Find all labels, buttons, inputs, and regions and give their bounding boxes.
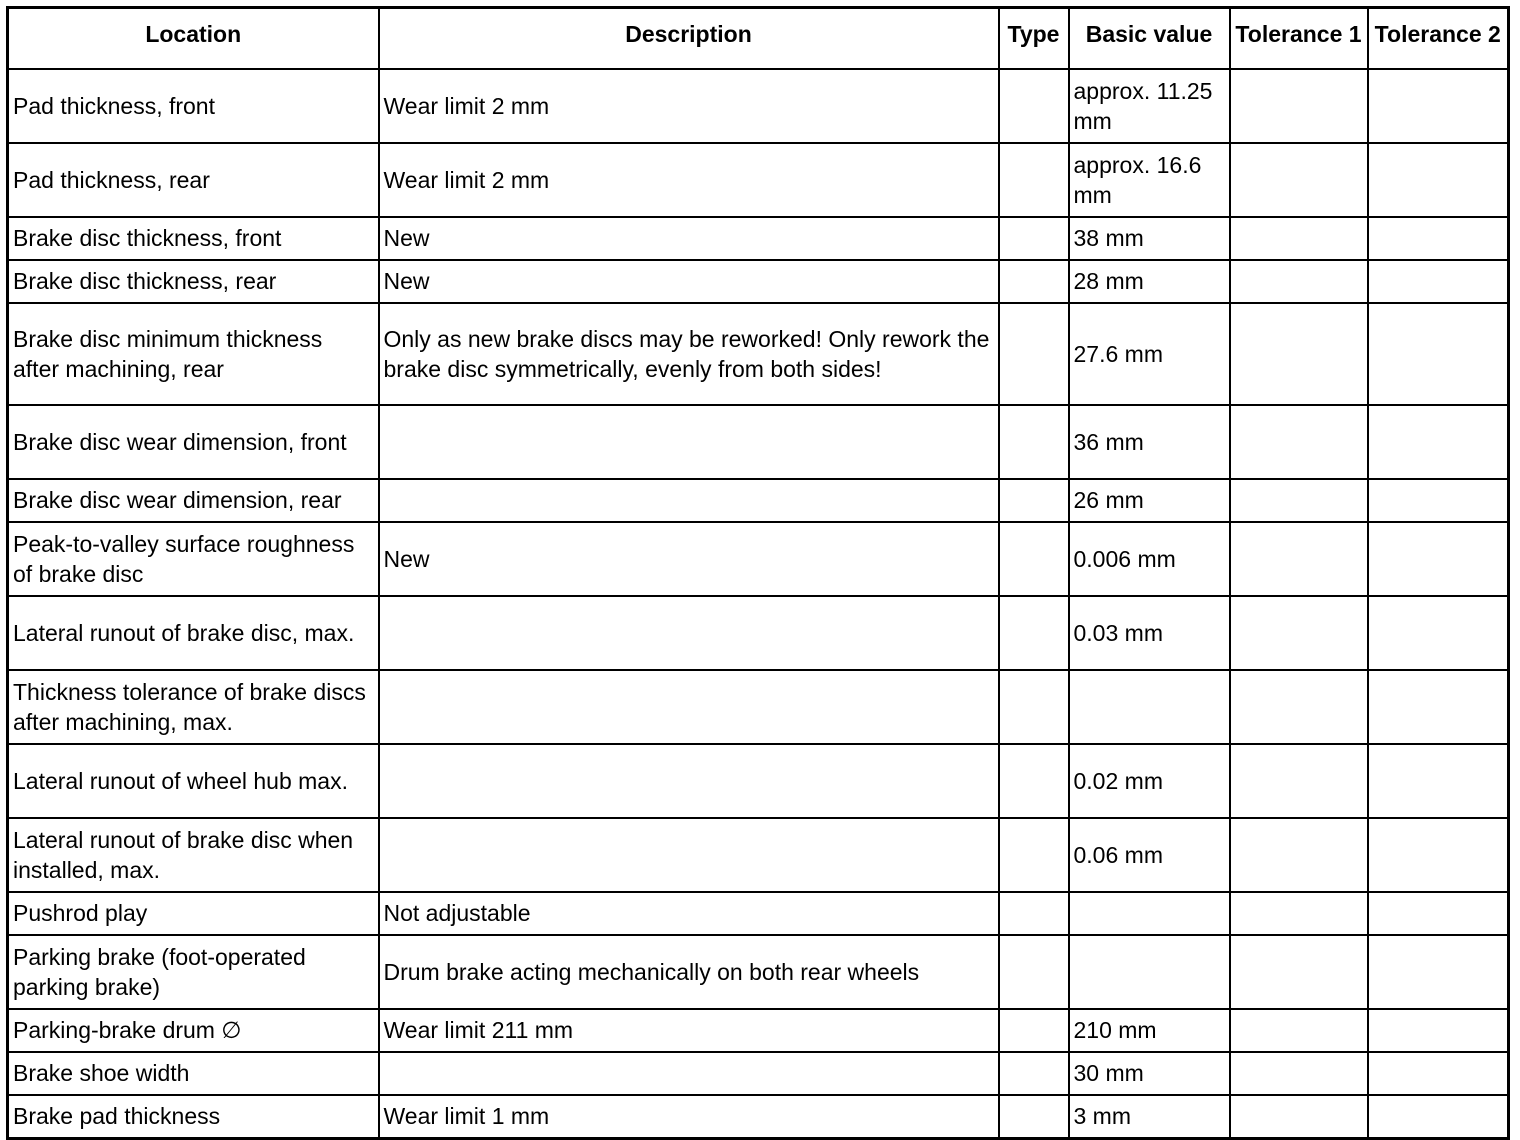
- cell-tolerance-2: [1368, 818, 1509, 892]
- table-row: [8, 522, 1509, 596]
- cell-type: [999, 744, 1069, 818]
- cell-basic-value: approx. 11.25 mm: [1069, 69, 1230, 143]
- cell-tolerance-2: [1368, 260, 1509, 303]
- cell-location: Parking brake (foot-operated parking brake): [8, 935, 379, 1009]
- cell-tolerance-1: [1230, 818, 1368, 892]
- cell-type: [999, 818, 1069, 892]
- cell-location: Lateral runout of brake disc when installed, max.: [8, 818, 379, 892]
- cell-description: Drum brake acting mechanically on both rear wheels: [379, 935, 999, 1009]
- cell-tolerance-1: [1230, 479, 1368, 522]
- cell-tolerance-2: [1368, 935, 1509, 1009]
- cell-tolerance-1: [1230, 1052, 1368, 1095]
- cell-location: Lateral runout of wheel hub max.: [8, 744, 379, 818]
- cell-tolerance-2: [1368, 217, 1509, 260]
- table-row: [8, 69, 1509, 143]
- cell-type: [999, 405, 1069, 479]
- cell-type: [999, 596, 1069, 670]
- cell-basic-value: 26 mm: [1069, 479, 1230, 522]
- cell-tolerance-1: [1230, 596, 1368, 670]
- cell-tolerance-2: [1368, 479, 1509, 522]
- cell-description: [379, 818, 999, 892]
- cell-description: [379, 1052, 999, 1095]
- cell-tolerance-2: [1368, 522, 1509, 596]
- cell-basic-value: 30 mm: [1069, 1052, 1230, 1095]
- cell-tolerance-1: [1230, 1009, 1368, 1052]
- header-row: [8, 8, 1509, 69]
- table-row: [8, 1052, 1509, 1095]
- cell-location: Brake disc minimum thickness after machining, rear: [8, 303, 379, 405]
- cell-description: New: [379, 260, 999, 303]
- cell-tolerance-1: [1230, 935, 1368, 1009]
- cell-basic-value: 38 mm: [1069, 217, 1230, 260]
- cell-tolerance-1: [1230, 143, 1368, 217]
- cell-type: [999, 303, 1069, 405]
- cell-tolerance-1: [1230, 522, 1368, 596]
- cell-description: [379, 479, 999, 522]
- cell-tolerance-1: [1230, 744, 1368, 818]
- cell-location: Brake shoe width: [8, 1052, 379, 1095]
- cell-description: New: [379, 217, 999, 260]
- cell-description: Wear limit 1 mm: [379, 1095, 999, 1139]
- cell-basic-value: 210 mm: [1069, 1009, 1230, 1052]
- cell-location: Brake disc wear dimension, rear: [8, 479, 379, 522]
- table-row: [8, 405, 1509, 479]
- cell-basic-value: [1069, 670, 1230, 744]
- table-row: [8, 1009, 1509, 1052]
- table-row: [8, 596, 1509, 670]
- cell-basic-value: approx. 16.6 mm: [1069, 143, 1230, 217]
- cell-type: [999, 143, 1069, 217]
- cell-description: [379, 405, 999, 479]
- header-location: Location: [8, 8, 379, 69]
- cell-type: [999, 1052, 1069, 1095]
- cell-tolerance-1: [1230, 217, 1368, 260]
- cell-tolerance-2: [1368, 303, 1509, 405]
- cell-tolerance-1: [1230, 1095, 1368, 1139]
- cell-description: Not adjustable: [379, 892, 999, 935]
- header-description: Description: [379, 8, 999, 69]
- table-row: [8, 1095, 1509, 1139]
- cell-basic-value: 0.03 mm: [1069, 596, 1230, 670]
- cell-tolerance-2: [1368, 1009, 1509, 1052]
- cell-description: [379, 596, 999, 670]
- table-row: [8, 670, 1509, 744]
- cell-type: [999, 892, 1069, 935]
- cell-tolerance-2: [1368, 744, 1509, 818]
- cell-type: [999, 260, 1069, 303]
- table-row: [8, 892, 1509, 935]
- cell-location: Pad thickness, front: [8, 69, 379, 143]
- cell-location: Brake pad thickness: [8, 1095, 379, 1139]
- cell-location: Thickness tolerance of brake discs after machining, max.: [8, 670, 379, 744]
- table-row: [8, 744, 1509, 818]
- header-type: Type: [999, 8, 1069, 69]
- cell-description: Wear limit 2 mm: [379, 143, 999, 217]
- cell-location: Parking-brake drum ∅: [8, 1009, 379, 1052]
- cell-basic-value: 0.006 mm: [1069, 522, 1230, 596]
- cell-location: Brake disc thickness, rear: [8, 260, 379, 303]
- cell-type: [999, 1009, 1069, 1052]
- cell-type: [999, 522, 1069, 596]
- cell-basic-value: 28 mm: [1069, 260, 1230, 303]
- cell-basic-value: 27.6 mm: [1069, 303, 1230, 405]
- cell-basic-value: 0.06 mm: [1069, 818, 1230, 892]
- cell-tolerance-2: [1368, 1095, 1509, 1139]
- cell-location: Lateral runout of brake disc, max.: [8, 596, 379, 670]
- cell-basic-value: 0.02 mm: [1069, 744, 1230, 818]
- header-basic-value: Basic value: [1069, 8, 1230, 69]
- cell-location: Pushrod play: [8, 892, 379, 935]
- cell-type: [999, 670, 1069, 744]
- cell-location: Brake disc thickness, front: [8, 217, 379, 260]
- cell-type: [999, 217, 1069, 260]
- cell-type: [999, 1095, 1069, 1139]
- cell-description: New: [379, 522, 999, 596]
- cell-tolerance-1: [1230, 260, 1368, 303]
- cell-description: Wear limit 2 mm: [379, 69, 999, 143]
- table-row: [8, 479, 1509, 522]
- cell-location: Peak-to-valley surface roughness of brake disc: [8, 522, 379, 596]
- cell-description: [379, 670, 999, 744]
- table-row: [8, 143, 1509, 217]
- cell-tolerance-1: [1230, 670, 1368, 744]
- header-tolerance-1: Tolerance 1: [1230, 8, 1368, 69]
- cell-type: [999, 69, 1069, 143]
- cell-tolerance-1: [1230, 405, 1368, 479]
- cell-tolerance-1: [1230, 892, 1368, 935]
- cell-tolerance-2: [1368, 405, 1509, 479]
- cell-tolerance-2: [1368, 596, 1509, 670]
- cell-description: Only as new brake discs may be reworked! Only rework the brake disc symmetrically, evenly from both sides!: [379, 303, 999, 405]
- cell-tolerance-1: [1230, 303, 1368, 405]
- cell-basic-value: [1069, 935, 1230, 1009]
- table-row: [8, 818, 1509, 892]
- cell-tolerance-2: [1368, 69, 1509, 143]
- header-tolerance-2: Tolerance 2: [1368, 8, 1509, 69]
- cell-description: [379, 744, 999, 818]
- cell-basic-value: [1069, 892, 1230, 935]
- table-row: [8, 217, 1509, 260]
- cell-tolerance-2: [1368, 143, 1509, 217]
- table-row: [8, 260, 1509, 303]
- brake-specifications-table: [6, 6, 1510, 1140]
- cell-tolerance-2: [1368, 1052, 1509, 1095]
- cell-type: [999, 935, 1069, 1009]
- cell-tolerance-2: [1368, 892, 1509, 935]
- cell-type: [999, 479, 1069, 522]
- cell-location: Brake disc wear dimension, front: [8, 405, 379, 479]
- cell-basic-value: 36 mm: [1069, 405, 1230, 479]
- cell-basic-value: 3 mm: [1069, 1095, 1230, 1139]
- table-row: [8, 303, 1509, 405]
- cell-tolerance-2: [1368, 670, 1509, 744]
- table-row: [8, 935, 1509, 1009]
- cell-description: Wear limit 211 mm: [379, 1009, 999, 1052]
- cell-location: Pad thickness, rear: [8, 143, 379, 217]
- cell-tolerance-1: [1230, 69, 1368, 143]
